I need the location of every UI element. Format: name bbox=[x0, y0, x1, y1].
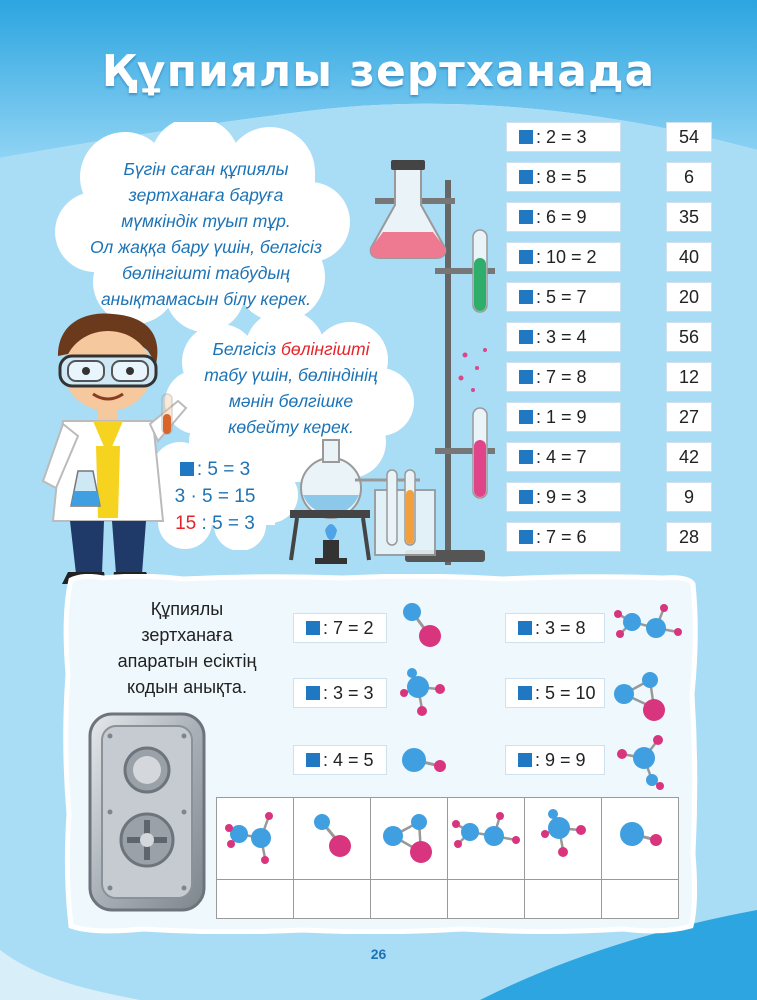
task-instruction bbox=[92, 596, 282, 700]
task-line: кодын анықта. bbox=[127, 677, 247, 697]
grid-cell-answer[interactable] bbox=[448, 880, 525, 919]
grid-cell-answer[interactable] bbox=[525, 880, 602, 919]
molecule-icon bbox=[448, 798, 524, 874]
page-number: 26 bbox=[370, 946, 387, 962]
equation-box bbox=[506, 402, 621, 432]
answer-box: 20 bbox=[666, 282, 712, 312]
molecule-icon bbox=[610, 730, 670, 790]
equation-box bbox=[506, 202, 621, 232]
grid-answer-row bbox=[217, 880, 679, 919]
equation-text: : 3 = 4 bbox=[536, 327, 587, 347]
task-equation-box bbox=[505, 745, 605, 775]
unknown-square-icon bbox=[306, 686, 320, 700]
unknown-square-icon bbox=[519, 370, 533, 384]
hint-line: көбейту керек. bbox=[228, 417, 354, 437]
page-title: Құпиялы зертханада bbox=[101, 46, 656, 97]
task-equation-text: : 3 = 3 bbox=[323, 683, 374, 703]
equation-text: : 9 = 3 bbox=[536, 487, 587, 507]
code-answer-grid bbox=[216, 797, 679, 919]
molecule-icon bbox=[371, 798, 447, 874]
unknown-square-icon bbox=[519, 170, 533, 184]
unknown-square-icon bbox=[518, 686, 532, 700]
task-line: Құпиялы bbox=[150, 599, 224, 619]
scientist-boy-illustration bbox=[38, 306, 188, 586]
equation-box bbox=[506, 162, 621, 192]
answer-box: 6 bbox=[666, 162, 712, 192]
grid-cell-answer[interactable] bbox=[217, 880, 294, 919]
task-equation-text: : 3 = 8 bbox=[535, 618, 586, 638]
grid-cell-molecule bbox=[217, 798, 294, 880]
hint-line: табу үшін, бөліндінің bbox=[204, 365, 378, 385]
example-line3: : 5 = 3 bbox=[196, 513, 255, 534]
unknown-square-icon bbox=[306, 753, 320, 767]
unknown-square-icon bbox=[519, 410, 533, 424]
answer-box: 27 bbox=[666, 402, 712, 432]
answer-box: 42 bbox=[666, 442, 712, 472]
unknown-square-icon bbox=[519, 290, 533, 304]
grid-molecule-row bbox=[217, 798, 679, 880]
unknown-square-icon bbox=[519, 130, 533, 144]
unknown-square-icon bbox=[518, 621, 532, 635]
example-dividend: 15 bbox=[175, 513, 197, 534]
task-line: зертханаға bbox=[141, 625, 233, 645]
equation-box bbox=[506, 322, 621, 352]
grid-cell-answer[interactable] bbox=[294, 880, 371, 919]
unknown-square-icon bbox=[519, 530, 533, 544]
intro-line: Ол жаққа бару үшін, белгісіз bbox=[89, 237, 323, 257]
task-equation-box bbox=[505, 613, 605, 643]
answer-box: 56 bbox=[666, 322, 712, 352]
task-equation-box bbox=[293, 613, 387, 643]
intro-line: бөлінгішті табудың bbox=[122, 263, 290, 283]
answer-box: 9 bbox=[666, 482, 712, 512]
equation-box bbox=[506, 282, 621, 312]
answer-box: 28 bbox=[666, 522, 712, 552]
equation-text: : 5 = 7 bbox=[536, 287, 587, 307]
intro-line: зертханаға баруға bbox=[128, 185, 284, 205]
molecule-icon bbox=[398, 665, 453, 720]
task-line: апаратын есіктің bbox=[117, 651, 257, 671]
answer-box: 12 bbox=[666, 362, 712, 392]
equation-text: : 6 = 9 bbox=[536, 207, 587, 227]
equation-box bbox=[506, 522, 621, 552]
task-equation-box bbox=[293, 745, 387, 775]
grid-cell-molecule bbox=[371, 798, 448, 880]
equation-box bbox=[506, 362, 621, 392]
grid-cell-molecule bbox=[294, 798, 371, 880]
unknown-square-icon bbox=[519, 490, 533, 504]
task-equation-text: : 4 = 5 bbox=[323, 750, 374, 770]
molecule-icon bbox=[294, 798, 370, 874]
example-line2: 3 · 5 = 15 bbox=[174, 486, 256, 507]
unknown-square-icon bbox=[519, 330, 533, 344]
molecule-icon bbox=[525, 798, 601, 874]
grid-cell-molecule bbox=[448, 798, 525, 880]
hint-line1: Белгісіз bbox=[212, 339, 282, 359]
grid-cell-molecule bbox=[602, 798, 679, 880]
hint-keyword: бөлінгішті bbox=[281, 339, 370, 359]
answer-box: 35 bbox=[666, 202, 712, 232]
molecule-icon bbox=[217, 798, 293, 874]
intro-line: мүмкіндік туып тұр. bbox=[121, 211, 291, 231]
unknown-square-icon bbox=[306, 621, 320, 635]
vault-door-icon bbox=[88, 712, 206, 912]
grid-cell-answer[interactable] bbox=[602, 880, 679, 919]
task-equation-text: : 9 = 9 bbox=[535, 750, 586, 770]
molecule-icon bbox=[610, 668, 670, 723]
task-equation-box bbox=[505, 678, 605, 708]
molecule-icon bbox=[398, 738, 458, 783]
equation-text: : 4 = 7 bbox=[536, 447, 587, 467]
lab-equipment-illustration bbox=[285, 150, 505, 570]
equation-box bbox=[506, 242, 621, 272]
answer-box: 54 bbox=[666, 122, 712, 152]
molecule-icon bbox=[612, 600, 687, 650]
equation-box bbox=[506, 442, 621, 472]
answer-box: 40 bbox=[666, 242, 712, 272]
hint-line: мәнін бөлгішке bbox=[228, 391, 354, 411]
molecule-icon bbox=[602, 798, 678, 874]
task-equation-box bbox=[293, 678, 387, 708]
grid-cell-answer[interactable] bbox=[371, 880, 448, 919]
molecule-icon bbox=[398, 600, 448, 650]
equation-text: : 8 = 5 bbox=[536, 167, 587, 187]
equation-box bbox=[506, 122, 621, 152]
unknown-square-icon bbox=[519, 210, 533, 224]
unknown-square-icon bbox=[518, 753, 532, 767]
task-equation-text: : 7 = 2 bbox=[323, 618, 374, 638]
equation-text: : 7 = 6 bbox=[536, 527, 587, 547]
intro-line: Бүгін саған құпиялы bbox=[123, 159, 289, 179]
equation-text: : 2 = 3 bbox=[536, 127, 587, 147]
equation-text: : 10 = 2 bbox=[536, 247, 597, 267]
equation-box bbox=[506, 482, 621, 512]
task-equation-text: : 5 = 10 bbox=[535, 683, 596, 703]
intro-line: анықтамасын білу керек. bbox=[100, 289, 312, 309]
equation-text: : 1 = 9 bbox=[536, 407, 587, 427]
example-line1: : 5 = 3 bbox=[196, 459, 251, 480]
grid-cell-molecule bbox=[525, 798, 602, 880]
unknown-square-icon bbox=[519, 450, 533, 464]
unknown-square-icon bbox=[519, 250, 533, 264]
equation-text: : 7 = 8 bbox=[536, 367, 587, 387]
